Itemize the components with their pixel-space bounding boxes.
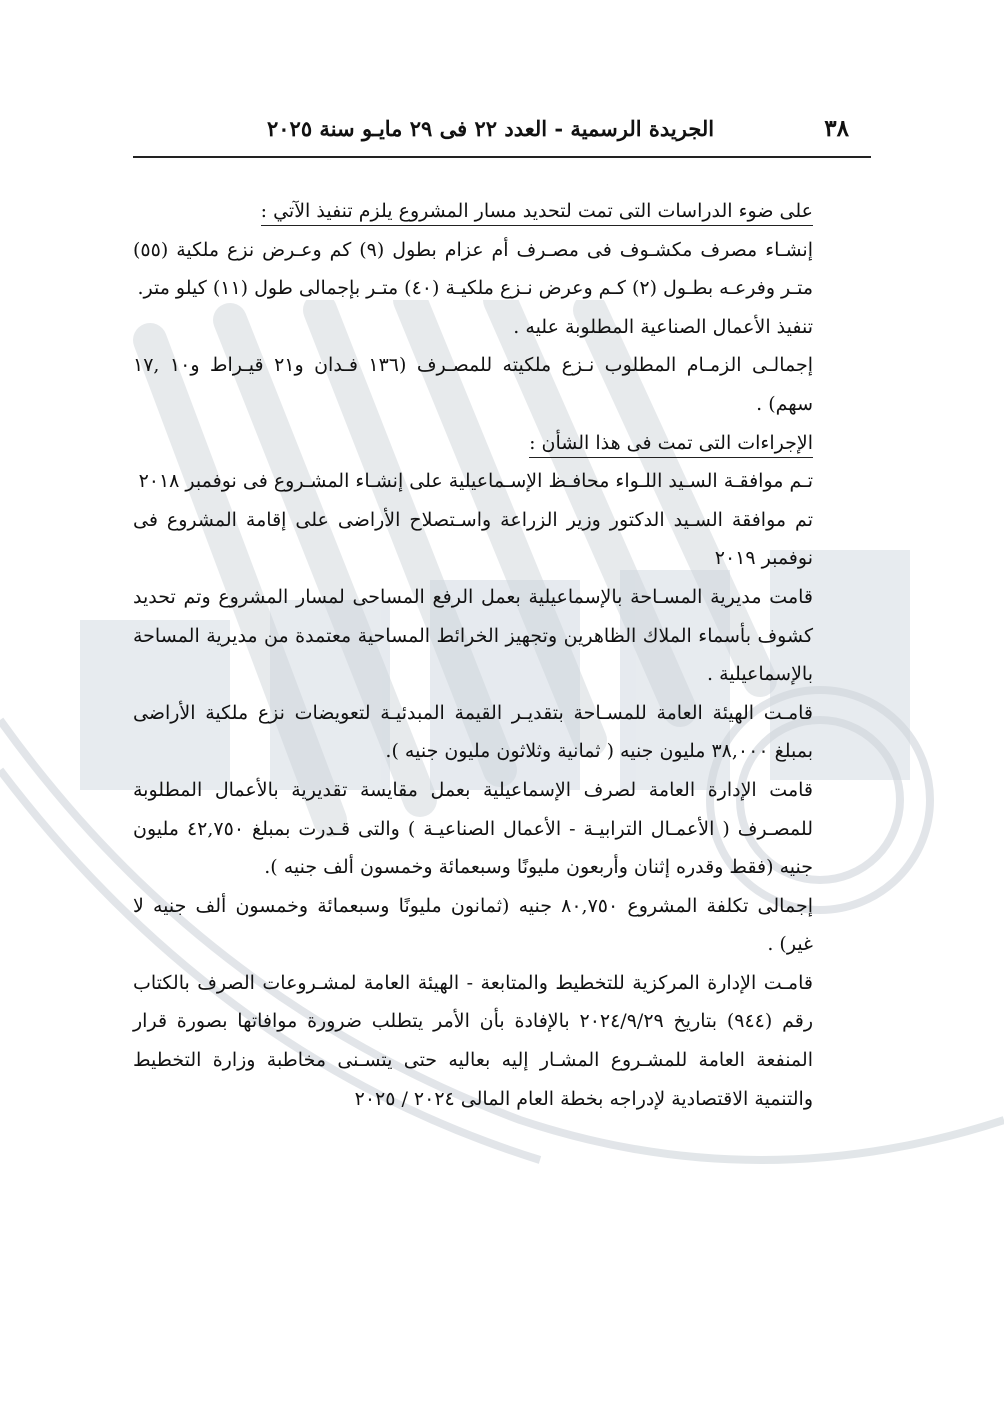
paragraph-minister-approval: تم موافقة السـيد الدكتور وزير الزراعة واسـتصلاح الأراضى على إقامة المشروع فى نوفمبر ٢٠١٩ bbox=[133, 508, 813, 570]
page-header bbox=[133, 112, 871, 152]
paragraph-intro bbox=[133, 192, 871, 231]
page-number: ٣٨ bbox=[824, 115, 849, 142]
paragraph-estimate: قامت الإدارة العامة لصرف الإسماعيلية بعمل مقايسة تقديرية بالأعمال المطلوبة للمصـرف ( الأعمـال الترابيـة - الأعمال الصناعيـة ) والتى قـدرت بمبلغ ٤٢,٧٥٠ مليون جنيه (فقط وقدره إثنان وأربعون مليونًا وسبعمائة وخمسون ألف جنيه ). bbox=[133, 778, 813, 879]
paragraph-drain-construction: إنشـاء مصرف مكشـوف فى مصـرف أم عزام بطول (٩) كم وعـرض نزع ملكية (٥٥) متـر وفرعـه بطـول (٢) كـم وعرض نـزع ملكيـة (٤٠) متـر بإجمالى طول (١١) كيلو متر. bbox=[133, 238, 814, 300]
paragraph-survey: قامت مديرية المسـاحة بالإسماعيلية بعمل الرفع المساحى لمسار المشروع وتم تحديد كشوف بأسماء الملاك الظاهرين وتجهيز الخرائط المساحية معتمدة من مديرية المساحة بالإسماعيلية . bbox=[133, 585, 813, 686]
underlined-heading: الإجراءات التى تمت فى هذا الشأن : bbox=[529, 432, 813, 458]
header-divider bbox=[133, 156, 871, 158]
paragraph-total-cost: إجمالى تكلفة المشروع ٨٠,٧٥٠ جنيه (ثمانون مليونًا وسبعمائة وخمسون ألف جنيه لا غير) . bbox=[133, 894, 813, 956]
underlined-heading: على ضوء الدراسات التى تمت لتحديد مسار المشروع يلزم تنفيذ الآتي : bbox=[261, 200, 813, 226]
paragraph-total-area: إجمالـى الزمـام المطلوب نـزع ملكيته للمصـرف (١٣٦ فـدان و٢١ قيـراط و١٠ ,١٧ سهم) . bbox=[133, 354, 813, 415]
gazette-header-title: الجريدة الرسمية - العدد ٢٢ فى ٢٩ مايـو سنة ٢٠٢٥ bbox=[267, 116, 715, 141]
paragraph-procedures-heading bbox=[133, 424, 871, 463]
paragraph-structural-works: تنفيذ الأعمال الصناعية المطلوبة عليه . bbox=[513, 315, 813, 338]
paragraph-governor-approval: تـم موافقـة السـيد اللـواء محافـظ الإسـماعيلية على إنشـاء المشـروع فى نوفمبر ٢٠١٨ bbox=[138, 470, 813, 493]
document-body bbox=[133, 192, 871, 1118]
paragraph-planning-letter: قامـت الإدارة المركزية للتخطيط والمتابعة - الهيئة العامة لمشـروعات الصرف بالكتاب رقم (٩٤٤) بتاريخ ٢٠٢٤/٩/٢٩ بالإفادة بأن الأمر يتطلب ضرورة موافاتها بصورة قرار المنفعة العامة للمشـروع المشـار إليه بعاليه حتى يتسـنى مخاطبة وزارة التخطيط والتنمية الاقتصادية لإدراجه بخطة العام المالى ٢٠٢٤ / ٢٠٢٥ bbox=[133, 971, 813, 1110]
paragraph-compensation: قامـت الهيئة العامة للمسـاحة بتقديـر القيمة المبدئيـة لتعويضات نزع ملكية الأراضى بمبلغ ٣٨,٠٠٠ مليون جنيه ( ثمانية وثلاثون مليون جنيه ). bbox=[133, 701, 813, 763]
